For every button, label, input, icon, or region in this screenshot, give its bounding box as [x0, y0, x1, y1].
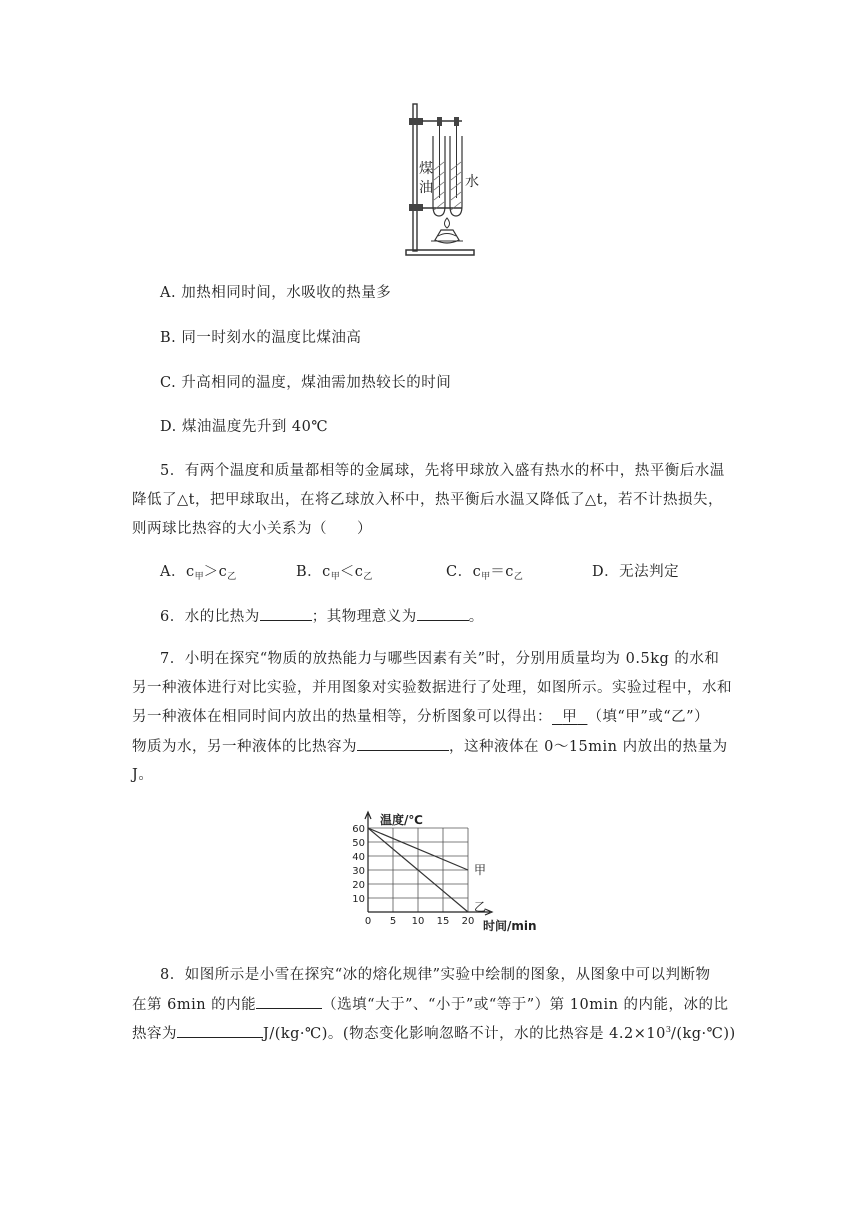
q8-blank-internal-energy[interactable] [256, 994, 322, 1009]
temperature-time-chart [338, 808, 548, 938]
q4-option-c: C. 升高相同的温度，煤油需加热较长的时间 [160, 375, 452, 391]
q7-blank-specific-heat[interactable] [357, 736, 449, 751]
x-axis-label: 时间/min [483, 919, 537, 933]
q4-option-b: B. 同一时刻水的温度比煤油高 [160, 330, 362, 346]
y-tick-label: 10 [352, 894, 365, 905]
y-tick-label: 30 [352, 866, 365, 877]
q5-option-c: C．$c_甲=c_乙$ [446, 564, 523, 582]
q5-option-a: A．$c_甲>c_乙$ [160, 564, 237, 582]
label-water: 水 [465, 174, 479, 190]
q7-line-5: J。 [132, 767, 154, 783]
x-tick-label: 20 [461, 916, 475, 927]
q8-blank-ice-specific-heat[interactable] [177, 1023, 263, 1038]
y-tick-label: 60 [352, 824, 365, 835]
q4-option-a: A. 加热相同时间，水吸收的热量多 [160, 285, 392, 301]
x-tick-label: 10 [411, 916, 425, 927]
q5-option-d: D．无法判定 [592, 564, 680, 580]
x-tick-label: 15 [436, 916, 450, 927]
q7-line-4: 物质为水，另一种液体的比热容为 ，这种液体在 0～15min 内放出的热量为 [132, 736, 728, 757]
q7-answer: 甲 [562, 709, 578, 725]
q7-line-2: 另一种液体进行对比实验，并用图象对实验数据进行了处理，如图所示。实验过程中，水和 [132, 680, 732, 696]
chart-axes [365, 812, 492, 915]
label-kerosene-1: 煤 [419, 161, 433, 177]
heating-apparatus-figure [402, 100, 482, 260]
q6-blank-2[interactable] [417, 606, 469, 621]
y-tick-label: 50 [352, 838, 365, 849]
x-tick-label: 5 [389, 916, 397, 927]
series-label-yi: 乙 [474, 900, 487, 914]
q5-option-b: B．$c_甲<c_乙$ [296, 564, 373, 582]
x-tick-label: 0 [364, 916, 372, 927]
q4-option-d: D. 煤油温度先升到 40℃ [160, 419, 329, 435]
chart-labels [352, 812, 536, 933]
q5-line-1: 5．有两个温度和质量都相等的金属球，先将甲球放入盛有热水的杯中，热平衡后水温 [160, 463, 725, 479]
label-kerosene-2: 油 [419, 180, 433, 196]
y-tick-label: 20 [352, 880, 365, 891]
q8-line-3: 热容为 J/(kg·℃)。(物态变化影响忽略不计，水的比热容是 $4.2\times 10^3/(kg\cdot℃)$) [132, 1025, 736, 1042]
q5-line-3: 则两球比热容的大小关系为（ ） [132, 521, 372, 537]
series-label-jia: 甲 [474, 863, 487, 877]
q7-line-1: 7．小明在探究“物质的放热能力与哪些因素有关”时，分别用质量均为 0.5kg 的水和 [160, 651, 720, 667]
y-axis-label: 温度/℃ [380, 813, 423, 827]
q6-blank-1[interactable] [260, 606, 312, 621]
y-tick-label: 40 [352, 852, 365, 863]
q8-line-2: 在第 6min 的内能 （选填“大于”、“小于”或“等于”）第 10min 的内能，冰的比 [132, 994, 729, 1015]
q5-line-2: 降低了△t，把甲球取出，在将乙球放入杯中，热平衡后水温又降低了△t，若不计热损失， [132, 492, 723, 508]
q7-line-3: 另一种液体在相同时间内放出的热量相等，分析图象可以得出： 甲 （填“甲”或“乙”） [132, 709, 710, 725]
q8-line-1: 8．如图所示是小雪在探究“冰的熔化规律”实验中绘制的图象，从图象中可以判断物 [160, 967, 711, 983]
q6-line: 6．水的比热为 ；其物理意义为 。 [160, 606, 484, 627]
